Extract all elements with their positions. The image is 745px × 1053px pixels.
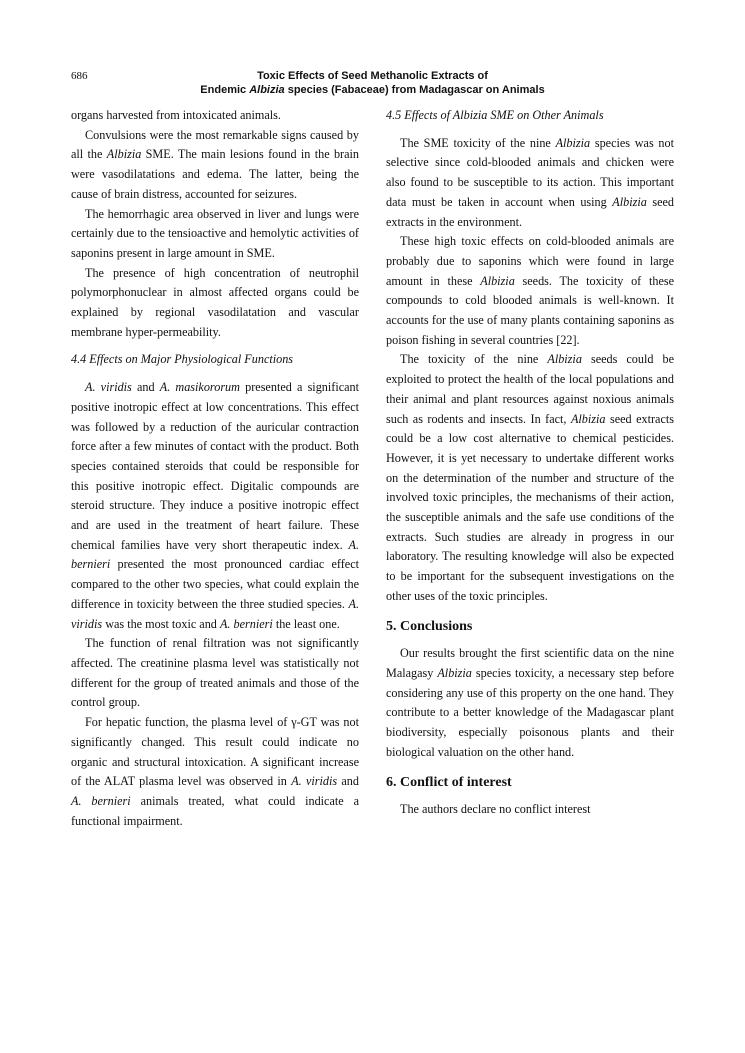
- section-heading: 5. Conclusions: [386, 618, 473, 634]
- running-header: [150, 69, 595, 97]
- paragraph: These high toxic effects on cold-blooded animals are probably due to saponins which were found in large amount in these Albizia seeds. The toxicity of these compounds to cold blooded animals is well-known. It accounts for the use of many plants containing saponins as poison fishing in several countries [22].: [386, 234, 675, 347]
- running-header-genus: Albizia: [249, 84, 285, 96]
- paragraph: The authors declare no conflict interest: [400, 802, 591, 817]
- paragraph: The SME toxicity of the nine Albizia species was not selective since cold-blooded animals and chicken were also found to be susceptible to its action. This important data must be taken in account when using Albizia seed extracts in the environment.: [386, 135, 674, 229]
- paragraph: The toxicity of the nine Albizia seeds could be exploited to protect the health of the local populations and their animal and plant resources against noxious animals such as rodents and insects. In fact, Albizia seed extracts could be a low cost alternative to chemical pesticides. However, it is yet necessary to undertake different works on the determination of the number and structure of the involved toxic principles, the mechanisms of their action, the susceptible animals and the safe use conditions of the extracts. Such studies are already in progress in our laboratory. The resulting knowledge will also be expected to be important for the subsequent investigations on the other uses of the toxic principles.: [386, 352, 674, 603]
- paragraph: A. viridis and A. masikororum presented a significant positive inotropic effect at low concentrations. This effect was followed by a reduction of the auricular contraction force after a few minutes of contact with the product. Both species contained steroids that could be responsible for this positive inotropic effect. Digitalic compounds are steroid structure. They induce a positive inotropic effect and are used in the treatment of heart failure. These chemical families have very short therapeutic index. A. bernieri presented the most pronounced cardiac effect compared to the other two species, what could explain the difference in toxicity between the three studied species. A. viridis was the most toxic and A. bernieri the least one.: [71, 380, 360, 631]
- paragraph: Convulsions were the most remarkable signs caused by all the Albizia SME. The main lesions found in the brain were vasodilatations and edema. The latter, being the cause of brain distress, accounted for seizures.: [71, 127, 359, 201]
- running-header-text: species (Fabaceae) from Madagascar on Animals: [284, 84, 545, 96]
- paragraph: For hepatic function, the plasma level of γ-GT was not significantly changed. This result could indicate no organic and structural intoxication. A significant increase of the ALAT plasma level was observed in A. viridis and A. bernieri animals treated, what could indicate a functional impairment.: [71, 715, 359, 828]
- right-column: [386, 106, 674, 820]
- subsection-heading: 4.4 Effects on Major Physiological Functions: [71, 352, 294, 367]
- subsection-heading: 4.5 Effects of Albizia SME on Other Animals: [386, 108, 604, 122]
- paragraph: Our results brought the first scientific data on the nine Malagasy Albizia species toxicity, a necessary step before considering any use of this property on the one hand. They contribute to a better knowledge of the Madagascar plant biodiversity, especially poisonous plants and their biological valuation on the other hand.: [386, 646, 674, 759]
- paragraph: The function of renal filtration was not significantly affected. The creatinine plasma level was statistically not different for the group of treated animals and those of the control group.: [71, 636, 359, 710]
- paragraph: The hemorrhagic area observed in liver and lungs were certainly due to the tensioactive and hemolytic activities of saponins present in large amount in SME.: [71, 206, 359, 260]
- left-column: [71, 106, 359, 831]
- paragraph: The presence of high concentration of neutrophil polymorphonuclear in almost affected organs could be explained by regional vasodilatation and vascular membrane hyper-permeability.: [71, 265, 359, 339]
- running-header-text: Endemic: [200, 84, 250, 96]
- running-header-line1: Toxic Effects of Seed Methanolic Extracts of: [257, 70, 488, 82]
- section-heading: 6. Conflict of interest: [386, 774, 512, 790]
- running-header-line2: [150, 83, 595, 97]
- paragraph: organs harvested from intoxicated animals.: [71, 108, 281, 122]
- page-number: 686: [71, 70, 88, 82]
